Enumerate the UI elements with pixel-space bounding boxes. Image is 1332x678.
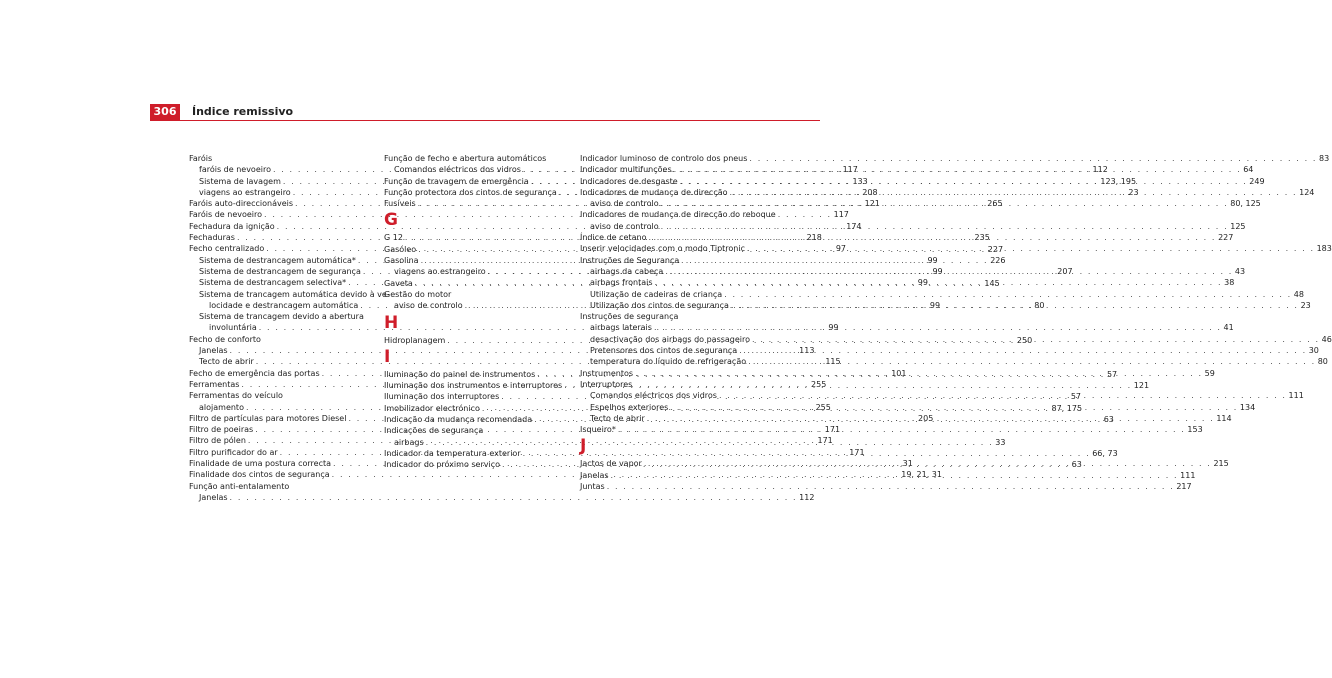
index-entry-page: 217 (1176, 482, 1192, 492)
index-heading: Gestão do motor (384, 289, 452, 299)
index-entry-page: 235 (974, 233, 990, 243)
index-entry-page: 43 (1234, 266, 1246, 276)
index-entry-label: Iluminação dos instrumentos e interruptores (384, 381, 563, 391)
index-entry-label: Finalidade de uma postura correcta (189, 459, 332, 469)
index-entry-page: 99 (917, 278, 928, 288)
index-entry-page: 121 (1133, 381, 1150, 391)
index-entry-page: 87, 175 (1051, 403, 1083, 413)
index-entry-label: Tecto de abrir (590, 413, 645, 423)
index-entry-page: 80 (1034, 301, 1045, 311)
index-entry-page: 99 (927, 255, 938, 265)
index-entry-label: involuntária (209, 323, 257, 333)
index-entry-label: Fusíveis (384, 199, 416, 209)
index-entry-label: Filtro de poeiras (189, 425, 254, 435)
index-entry-page: 133 (852, 176, 868, 186)
index-entry-page: 250 (1016, 335, 1033, 345)
leader-dots (668, 402, 1240, 413)
index-entry-page: 121 (864, 199, 880, 209)
index-entry-label: Faróis auto-direccionáveis (189, 199, 294, 209)
index-entry-label: Filtro de partículas para motores Diesel (189, 413, 347, 423)
section-letter: I (384, 346, 391, 367)
index-entry-page: 183 (1316, 244, 1332, 254)
index-entry-label: Juntas (580, 482, 605, 492)
index-entry-page: 80, 125 (1230, 199, 1261, 209)
index-entry-label: Fechadura da ignição (189, 221, 275, 231)
index-entry-label: Gaveta (384, 278, 413, 288)
page-number: 306 (150, 104, 180, 120)
index-entry-label: Comandos eléctricos dos vidros (590, 391, 717, 401)
index-entry-page: 41 (1223, 323, 1234, 333)
index-entry-label: Indicador luminoso de controlo dos pneus (580, 154, 748, 163)
index-entry-label: Finalidade dos cintos de segurança (189, 470, 330, 480)
index-entry-page: 31 (902, 459, 913, 469)
index-entry-page: 66, 73 (1092, 448, 1118, 458)
index-entry-label: Índice de cetano (580, 233, 647, 243)
index-entry-label: Gasolina (384, 256, 419, 266)
index-entry-label: Utilização dos cintos de segurança (590, 300, 729, 310)
index-entry-label: Utilização de cadeiras de criança (590, 289, 723, 299)
index-entry-page: 145 (984, 278, 1000, 288)
leader-dots (672, 164, 1244, 175)
index-heading: Faróis (189, 154, 213, 163)
index-entry-label: Faróis de nevoeiro (189, 210, 263, 220)
index-entry-label: Hidroplanagem (384, 335, 446, 345)
index-entry-page: 208 (862, 187, 878, 197)
index-entry-page: 112 (1092, 165, 1108, 175)
index-entry-page: 57 (1106, 369, 1118, 379)
index-entry-label: locidade e destrancagem automática (209, 300, 359, 310)
index-entry-label: Indicação da mudança recomendada (384, 415, 533, 425)
index-entry-label: Janelas (199, 346, 228, 356)
index-entry-page: 215 (1213, 459, 1229, 469)
index-entry-page: 134 (1239, 402, 1256, 412)
index-entry-label: viagens ao estrangeiro (394, 267, 486, 277)
index-entry-label: Ferramentas (189, 379, 240, 389)
index-entry-label: Pretensores dos cintos de segurança (590, 346, 738, 356)
index-heading: Instruções de segurança (580, 312, 679, 322)
leader-dots (645, 413, 1217, 424)
section-letter: G (384, 210, 398, 231)
index-entry-page: 117 (833, 210, 849, 220)
leader-dots (729, 300, 1301, 311)
leader-dots (717, 390, 1289, 401)
index-entry-page: 153 (1187, 425, 1203, 435)
index-entry-page: 83 (1319, 154, 1330, 163)
index-entry-page: 97 (835, 244, 847, 254)
leader-dots (616, 424, 1188, 435)
index-entry-page: 117 (842, 165, 858, 175)
index-entry-label: Iluminação dos interruptores (384, 392, 500, 402)
index-entry-page: 38 (1224, 278, 1235, 288)
index-entry-label: Fecho centralizado (189, 244, 265, 254)
index-entry-page: 113 (799, 346, 815, 356)
index-entry-label: Indicador do próximo serviço (384, 460, 501, 470)
index-entry-label: Janelas (580, 470, 609, 480)
header-divider (150, 120, 820, 121)
leader-dots (747, 153, 1319, 164)
index-entry-page: 46 (1321, 334, 1332, 344)
index-entry-page: 112 (799, 492, 815, 502)
index-entry-label: Sistema de destrancagem automática* (199, 255, 356, 265)
index-entry (580, 481, 1192, 492)
index-entry-label: airbags laterais (590, 323, 652, 333)
index-entry-page: 227 (987, 244, 1004, 254)
index-entry-label: alojamento (199, 402, 244, 412)
index-entry-page: 33 (995, 437, 1006, 447)
index-entry-label: Função de travagem de emergência (384, 176, 529, 186)
index-entry (189, 492, 815, 503)
index-entry-label: Indicadores de mudança de direcção (580, 187, 728, 197)
index-entry-label: Instrumentos (580, 368, 634, 378)
leader-dots (659, 221, 1231, 232)
leader-dots (228, 492, 800, 503)
index-entry-page: 99 (828, 323, 839, 333)
index-entry-page: 123, 195 (1100, 176, 1137, 186)
index-entry-label: G 12 (384, 233, 403, 243)
index-entry-label: Sistema de destrancagem de segurança (199, 266, 361, 276)
index-entry-label: Fechaduras (189, 233, 235, 243)
index-heading: Fecho de conforto (189, 334, 261, 344)
index-entry-label: Fecho de emergência das portas (189, 368, 320, 378)
index-entry-page: 19, 21, 31 (901, 470, 942, 480)
index-entry-label: Comandos eléctricos dos vidros (394, 165, 521, 175)
index-entry-label: Isqueiro* (580, 425, 616, 435)
leader-dots (646, 232, 1218, 243)
index-entry-label: aviso de controlo (590, 199, 659, 209)
index-entry-page: 114 (1216, 413, 1232, 423)
index-entry-label: Gasóleo (384, 244, 417, 254)
index-entry-page: 23 (1128, 187, 1139, 197)
index-entry-page: 255 (811, 379, 827, 389)
index-heading: Indicações de segurança (384, 426, 484, 436)
section-letter: H (384, 312, 399, 333)
index-entry-label: temperatura do líquido de refrigeração (590, 357, 747, 367)
index-entry-page: 80 (1317, 357, 1328, 367)
index-entry-page: 124 (1299, 187, 1315, 197)
index-heading: Instruções de Segurança (580, 255, 680, 265)
leader-dots (642, 458, 1214, 469)
leader-dots (722, 289, 1294, 300)
index-entry-label: Iluminação do painel de instrumentos (384, 369, 536, 379)
index-entry-page: 48 (1293, 289, 1304, 299)
index-entry (580, 153, 1330, 164)
index-entry-page: 23 (1300, 300, 1311, 310)
leader-dots (659, 198, 1231, 209)
index-entry-page: 63 (1071, 460, 1082, 470)
index-entry-label: desactivação dos airbags do passageiro (590, 334, 751, 344)
index-entry-label: aviso de controlo (394, 301, 463, 311)
index-heading: Sistema de trancagem automática devido à ve- (199, 289, 390, 299)
index-entry-page: 249 (1249, 176, 1265, 186)
leader-dots (663, 266, 1235, 277)
leader-dots (652, 322, 1224, 333)
index-entry (580, 289, 1304, 300)
index-entry-page: 63 (1103, 415, 1114, 425)
index-entry-label: Tecto de abrir (199, 357, 254, 367)
index-entry-page: 171 (849, 447, 865, 457)
index-entry-label: Sistema de destrancagem selectiva* (199, 278, 347, 288)
index-entry-label: Espelhos exteriores (590, 402, 669, 412)
leader-dots (746, 356, 1318, 367)
index-entry-label: Indicador da temperatura exterior (384, 448, 521, 458)
index-entry-label: Jactos de vapor (580, 459, 642, 469)
leader-dots (745, 243, 1317, 254)
leader-dots (633, 368, 1205, 379)
index-entry-page: 125 (1230, 221, 1246, 231)
leader-dots (609, 470, 1181, 481)
index-heading: Indicadores de mudança de direcção do reboque (580, 210, 776, 220)
index-entry-label: airbags da cabeça (590, 266, 664, 276)
index-entry-page: 255 (815, 402, 831, 412)
index-entry-page: 227 (1218, 233, 1234, 243)
index-entry-label: Filtro de pólen (189, 436, 246, 446)
index-entry-label: Sistema de lavagem (199, 176, 281, 186)
index-entry-page: 57 (1070, 392, 1082, 402)
index-entry-label: Filtro purificador do ar (189, 447, 278, 457)
page-header (150, 102, 820, 122)
index-entry-label: Função protectora dos cintos de segurança (384, 187, 557, 197)
index-entry-page: 99 (929, 300, 941, 310)
index-entry-label: airbags (394, 437, 424, 447)
leader-dots (653, 277, 1225, 288)
index-entry-page: 111 (1180, 470, 1196, 480)
leader-dots (750, 334, 1322, 345)
index-entry-page: 207 (1057, 267, 1073, 277)
index-entry-page: 59 (1204, 368, 1215, 378)
index-entry-label: viagens ao estrangeiro (199, 187, 291, 197)
index-heading: Interruptores (580, 379, 633, 389)
index-entry-page: 111 (1288, 391, 1304, 401)
section-letter: J (580, 436, 587, 457)
index-entry-page: 171 (824, 425, 841, 435)
page-title: Índice remissivo (192, 105, 294, 118)
leader-dots (728, 187, 1300, 198)
index-entry-label: faróis de nevoeiro (199, 165, 271, 175)
index-heading: Sistema de trancagem devido a abertura (199, 312, 364, 322)
index-heading: Ferramentas do veículo (189, 391, 283, 401)
index-entry-page: 30 (1308, 346, 1319, 356)
index-entry-page: 171 (817, 436, 833, 446)
index-entry-page: 218 (806, 233, 822, 243)
index-entry-page: 99 (932, 266, 943, 276)
index-entry-page: 115 (825, 357, 841, 367)
leader-dots (737, 345, 1309, 356)
index-entry-label: aviso de controlo (590, 221, 659, 231)
index-entry-label: Imobilizador electrónico (384, 403, 480, 413)
index-entry-label: Indicadores de desgaste (580, 176, 678, 186)
index-heading: Função de fecho e abertura automáticos (384, 154, 547, 163)
index-heading: Função anti-entalamento (189, 481, 290, 491)
index-entry-page: 101 (891, 368, 907, 378)
index-entry-label: Janelas (199, 492, 228, 502)
index-entry-page: 64 (1243, 165, 1254, 175)
index-entry-page: 265 (987, 199, 1003, 209)
index-entry-label: Inserir velocidades com o modo Tiptronic (580, 244, 745, 254)
leader-dots (678, 176, 1250, 187)
index-entry-page: 226 (990, 256, 1006, 266)
leader-dots (605, 481, 1177, 492)
index-entry-label: airbags frontais (590, 278, 653, 288)
index-entry-label: Indicador multifunções (580, 165, 672, 175)
index-entry-page: 174 (846, 221, 862, 231)
index-entry-page: 205 (918, 413, 934, 423)
